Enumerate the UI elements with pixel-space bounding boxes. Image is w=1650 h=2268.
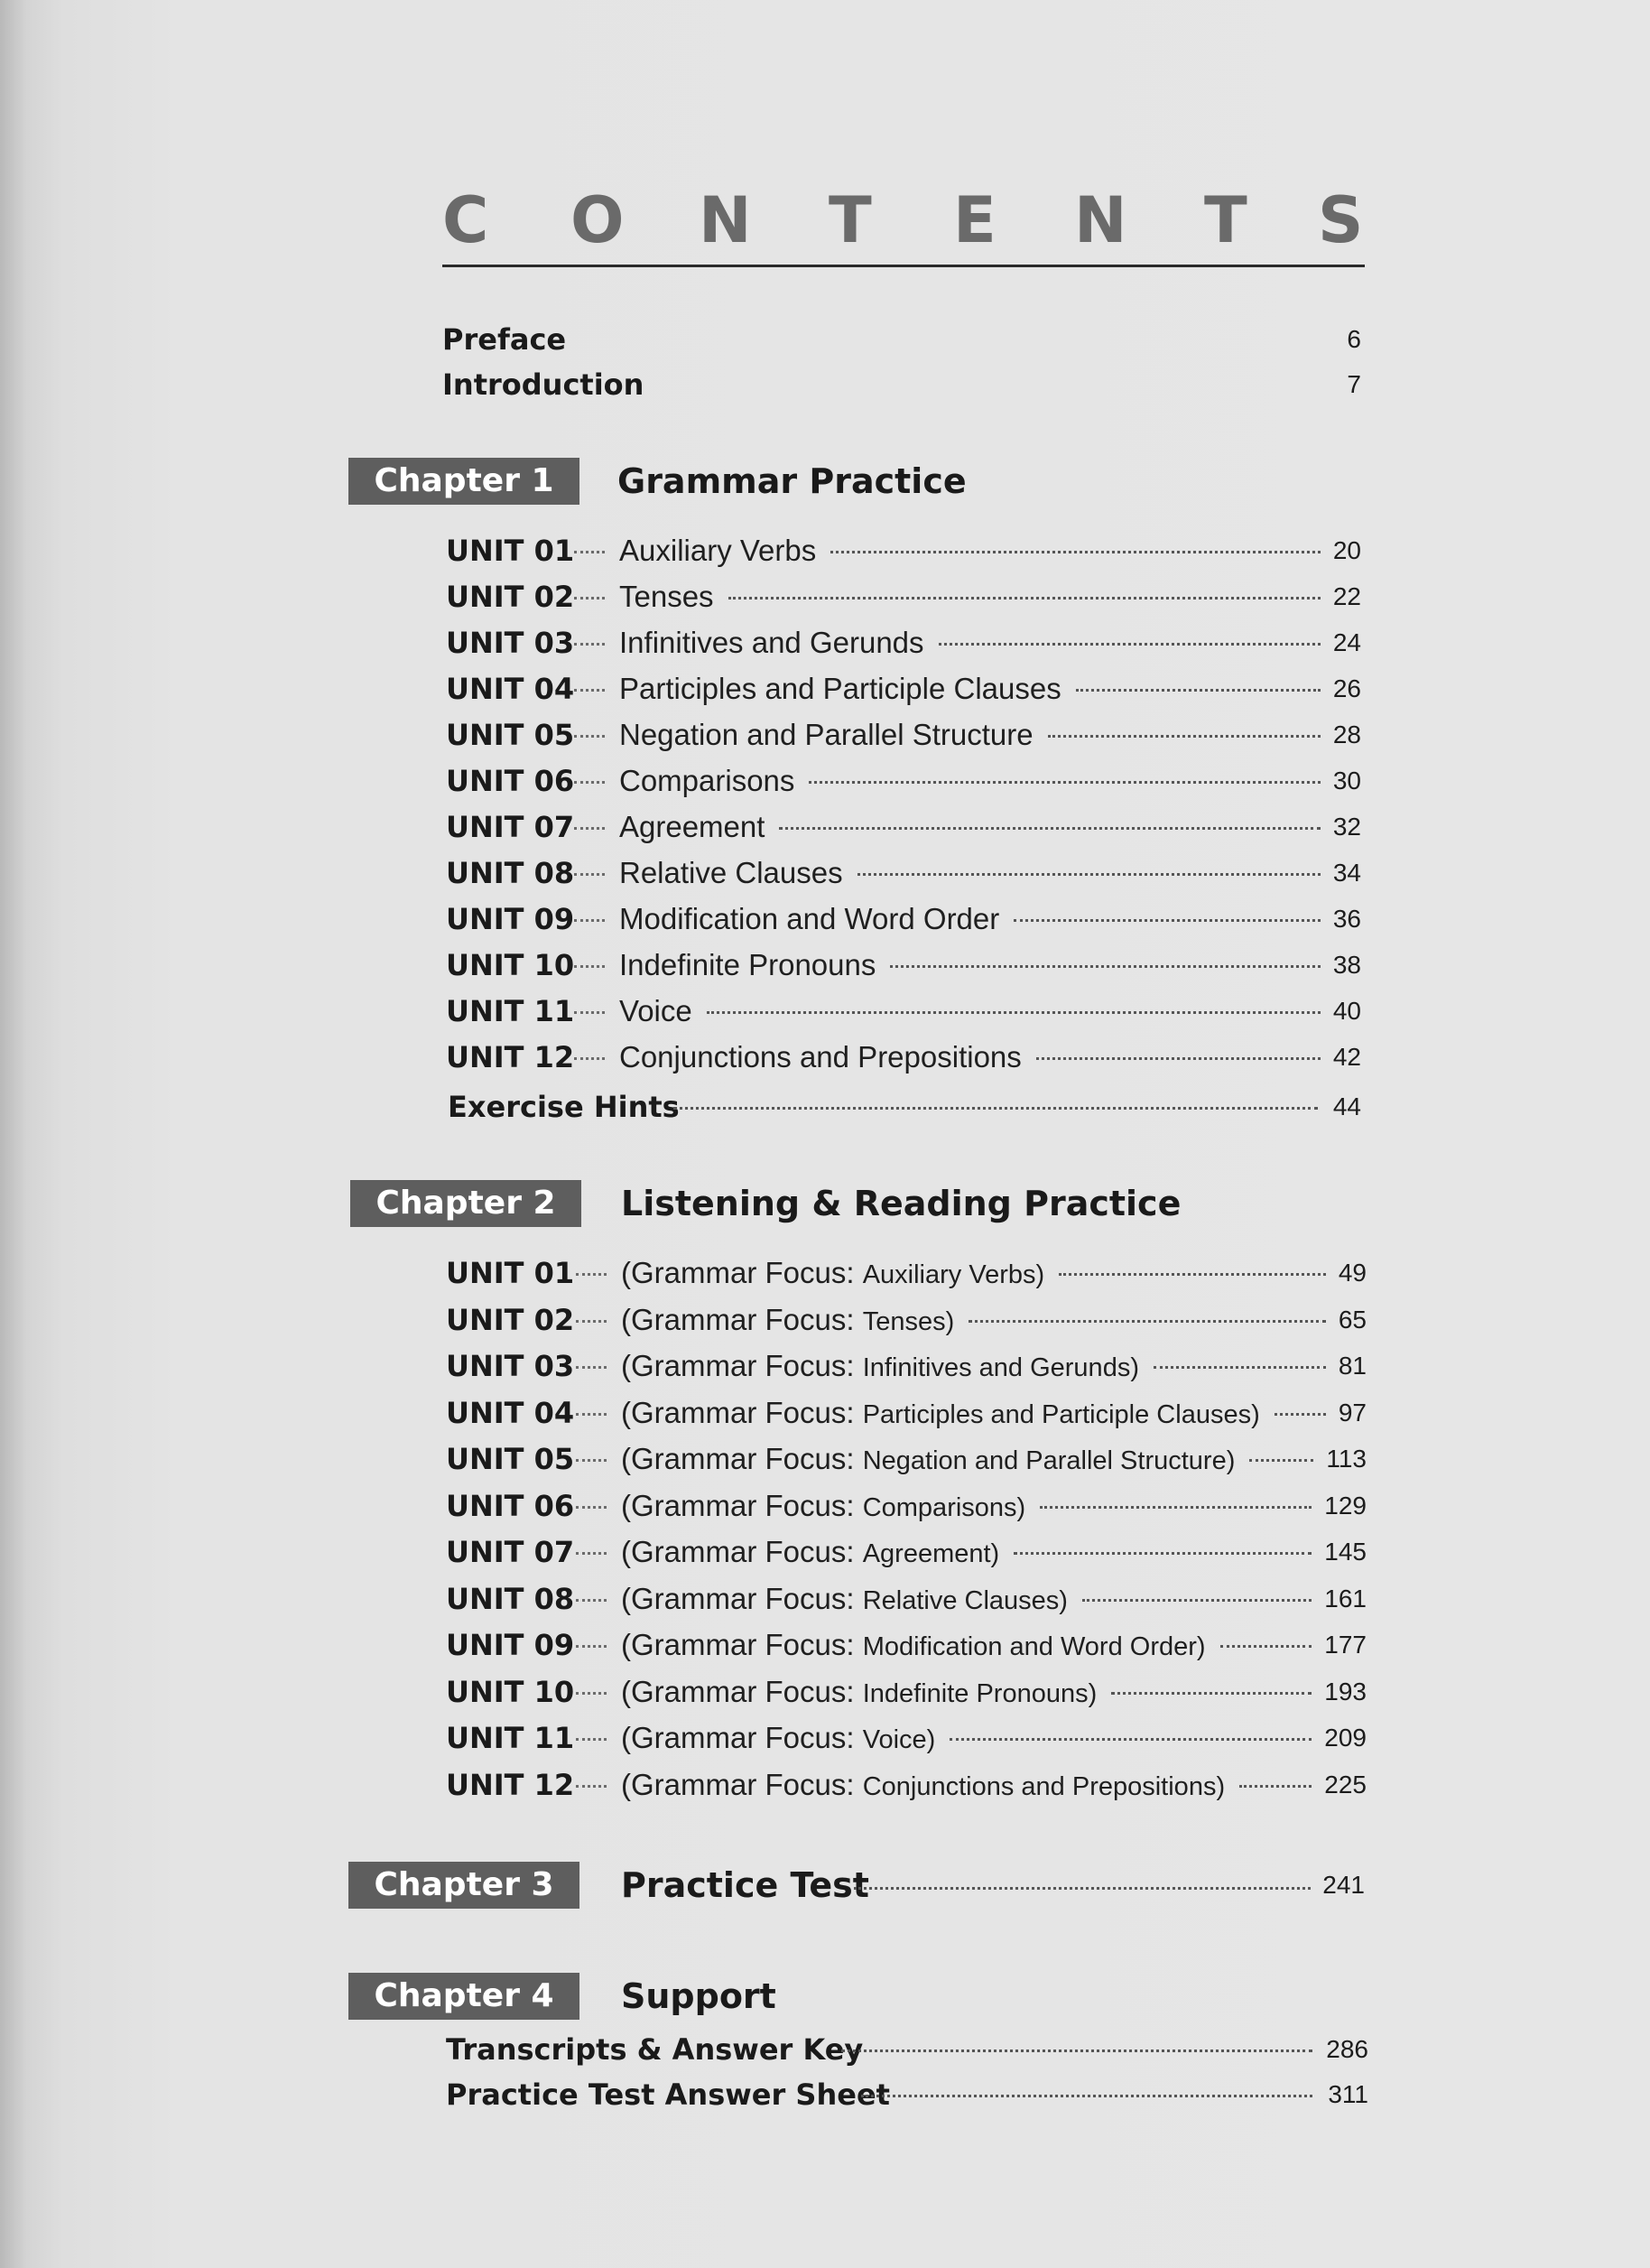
page-number: 145 [1324, 1538, 1367, 1566]
unit-separator [574, 643, 605, 646]
unit-title [621, 1257, 1044, 1291]
unit-label: UNIT 08 [446, 856, 575, 890]
dot-leader [728, 597, 1321, 600]
page-number: 20 [1332, 536, 1361, 564]
dot-leader [1014, 919, 1321, 922]
page-number: 225 [1324, 1771, 1367, 1799]
toc-entry-unit[interactable] [446, 1036, 1361, 1075]
page-number: 241 [1322, 1871, 1365, 1899]
toc-entry-unit[interactable] [446, 529, 1361, 569]
unit-separator [576, 1459, 607, 1462]
grammar-focus-topic: Auxiliary Verbs) [862, 1260, 1045, 1289]
unit-label: UNIT 03 [446, 626, 575, 660]
heading-letter: C [442, 183, 489, 257]
unit-label: UNIT 05 [446, 1442, 575, 1476]
unit-title: Indefinite Pronouns [619, 948, 876, 981]
dot-leader [1111, 1692, 1312, 1695]
toc-entry-preface[interactable] [442, 318, 1361, 358]
unit-label: UNIT 09 [446, 1628, 575, 1662]
grammar-focus-prefix: (Grammar Focus: [621, 1396, 855, 1429]
page-number: 49 [1338, 1259, 1367, 1287]
page-number: 22 [1332, 582, 1361, 610]
unit-title [621, 1536, 999, 1570]
grammar-focus-prefix: (Grammar Focus: [621, 1535, 855, 1568]
heading-letter: O [570, 183, 625, 257]
page-number: 81 [1338, 1352, 1367, 1380]
unit-title [621, 1676, 1097, 1710]
unit-separator [576, 1692, 607, 1695]
dot-leader [1154, 1366, 1326, 1369]
page-number: 32 [1332, 813, 1361, 841]
toc-entry-unit[interactable] [446, 1298, 1367, 1338]
toc-entry-unit[interactable] [446, 1670, 1367, 1710]
page-number: 286 [1326, 2035, 1368, 2063]
dot-leader [1014, 1552, 1312, 1555]
dot-leader [1076, 689, 1321, 692]
unit-label: UNIT 12 [446, 1768, 575, 1802]
chapter-label: Chapter 3 [348, 1862, 579, 1909]
grammar-focus-topic: Tenses) [862, 1307, 955, 1336]
chapter-label: Chapter 4 [348, 1973, 579, 2020]
unit-separator [574, 689, 605, 692]
grammar-focus-prefix: (Grammar Focus: [621, 1768, 855, 1801]
page-number: 129 [1324, 1492, 1367, 1520]
unit-label: UNIT 01 [446, 1256, 575, 1290]
toc-entry-introduction[interactable] [442, 363, 1361, 403]
unit-label: UNIT 07 [446, 1535, 575, 1569]
unit-title: Conjunctions and Prepositions [619, 1040, 1022, 1074]
dot-leader [1048, 735, 1321, 738]
heading-letter: E [953, 183, 996, 257]
unit-title [621, 1350, 1139, 1384]
grammar-focus-topic: Relative Clauses) [862, 1586, 1068, 1615]
unit-label: UNIT 11 [446, 994, 575, 1028]
toc-entry-unit[interactable] [446, 805, 1361, 845]
unit-separator [574, 551, 605, 553]
entry-label: Preface [442, 322, 567, 357]
dot-leader [1239, 1785, 1312, 1788]
unit-title [621, 1304, 954, 1338]
dot-leader [830, 551, 1321, 553]
heading-letter: T [1204, 183, 1247, 257]
toc-entry-unit[interactable] [446, 759, 1361, 799]
unit-label: UNIT 10 [446, 1675, 575, 1709]
grammar-focus-topic: Agreement) [862, 1539, 1000, 1568]
entry-label: Exercise Hints [448, 1090, 680, 1124]
unit-title: Relative Clauses [619, 856, 843, 889]
toc-entry-unit[interactable] [446, 1530, 1367, 1570]
entry-label: Practice Test Answer Sheet [446, 2077, 890, 2112]
toc-entry-unit[interactable] [446, 667, 1361, 707]
dot-leader [1059, 1273, 1326, 1276]
entry-label: Introduction [442, 367, 644, 402]
dot-leader [779, 827, 1321, 830]
unit-label: UNIT 04 [446, 672, 575, 706]
toc-entry-unit[interactable] [446, 1391, 1367, 1431]
unit-label: UNIT 10 [446, 948, 575, 982]
dot-leader [1220, 1645, 1312, 1648]
unit-label: UNIT 01 [446, 534, 575, 568]
grammar-focus-prefix: (Grammar Focus: [621, 1303, 855, 1336]
dot-leader [939, 643, 1321, 646]
unit-title: Voice [619, 994, 692, 1027]
unit-title: Negation and Parallel Structure [619, 718, 1034, 751]
heading-letter: T [829, 183, 872, 257]
dot-leader [950, 1738, 1312, 1741]
grammar-focus-topic: Indefinite Pronouns) [862, 1679, 1098, 1708]
page-number: 40 [1332, 997, 1361, 1025]
grammar-focus-topic: Voice) [862, 1725, 936, 1754]
unit-title [621, 1490, 1025, 1524]
dot-leader [890, 965, 1321, 968]
unit-label: UNIT 04 [446, 1396, 575, 1430]
unit-separator [576, 1320, 607, 1323]
toc-entry-unit[interactable] [446, 990, 1361, 1029]
dot-leader [1036, 1057, 1321, 1060]
grammar-focus-prefix: (Grammar Focus: [621, 1628, 855, 1661]
page-number: 65 [1338, 1306, 1367, 1334]
chapter-2-header[interactable] [350, 1180, 1363, 1227]
toc-entry-unit[interactable] [446, 851, 1361, 891]
page-number: 42 [1332, 1043, 1361, 1071]
dot-leader [1275, 1413, 1326, 1416]
grammar-focus-prefix: (Grammar Focus: [621, 1582, 855, 1615]
chapter-4-header[interactable] [348, 1973, 1365, 2020]
page-number: 311 [1328, 2080, 1368, 2108]
unit-label: UNIT 06 [446, 764, 575, 798]
grammar-focus-prefix: (Grammar Focus: [621, 1489, 855, 1522]
dot-leader [854, 1887, 1311, 1890]
grammar-focus-prefix: (Grammar Focus: [621, 1442, 855, 1475]
toc-entry-unit[interactable] [446, 1484, 1367, 1524]
unit-label: UNIT 02 [446, 580, 575, 614]
unit-separator [576, 1413, 607, 1416]
unit-label: UNIT 02 [446, 1303, 575, 1337]
page-number: 38 [1332, 951, 1361, 979]
unit-separator [574, 873, 605, 876]
chapter-title: Practice Test [621, 1865, 869, 1905]
grammar-focus-prefix: (Grammar Focus: [621, 1256, 855, 1289]
toc-entry-unit[interactable] [446, 575, 1361, 615]
grammar-focus-topic: Conjunctions and Prepositions) [862, 1772, 1226, 1801]
unit-title: Infinitives and Gerunds [619, 626, 924, 659]
page-number: 44 [1332, 1092, 1361, 1120]
toc-entry-exercise-hints[interactable] [448, 1085, 1361, 1125]
dot-leader [1082, 1599, 1312, 1602]
unit-label: UNIT 05 [446, 718, 575, 752]
grammar-focus-prefix: (Grammar Focus: [621, 1349, 855, 1382]
toc-entry-unit[interactable] [446, 897, 1361, 937]
unit-title: Tenses [619, 580, 714, 613]
unit-label: UNIT 07 [446, 810, 575, 844]
toc-entry-unit[interactable] [446, 621, 1361, 661]
page-number: 6 [1347, 325, 1361, 353]
unit-title [621, 1397, 1260, 1431]
chapter-title: Grammar Practice [617, 461, 967, 501]
unit-separator [574, 1057, 605, 1060]
unit-separator [574, 827, 605, 830]
toc-entry-unit[interactable] [446, 943, 1361, 983]
grammar-focus-prefix: (Grammar Focus: [621, 1675, 855, 1708]
unit-label: UNIT 09 [446, 902, 575, 936]
toc-entry-unit[interactable] [446, 713, 1361, 753]
page-number: 36 [1332, 905, 1361, 933]
dot-leader [809, 781, 1321, 784]
toc-entry-unit[interactable] [446, 1344, 1367, 1384]
unit-separator [574, 781, 605, 784]
unit-title [621, 1769, 1225, 1803]
unit-label: UNIT 06 [446, 1489, 575, 1523]
chapter-label: Chapter 2 [350, 1180, 581, 1227]
unit-separator [574, 597, 605, 600]
page-number: 26 [1332, 674, 1361, 702]
dot-leader [861, 2095, 1312, 2097]
page-number: 193 [1324, 1678, 1367, 1706]
dot-leader [1040, 1506, 1312, 1509]
unit-separator [576, 1366, 607, 1369]
unit-label: UNIT 08 [446, 1582, 575, 1616]
grammar-focus-prefix: (Grammar Focus: [621, 1721, 855, 1754]
chapter-label: Chapter 1 [348, 458, 579, 505]
dot-leader [841, 2050, 1312, 2052]
unit-separator [576, 1552, 607, 1555]
unit-separator [574, 1011, 605, 1014]
grammar-focus-topic: Comparisons) [862, 1493, 1026, 1522]
grammar-focus-topic: Infinitives and Gerunds) [862, 1353, 1139, 1382]
dot-leader [969, 1320, 1326, 1323]
unit-separator [576, 1738, 607, 1741]
heading-letter: N [1074, 183, 1127, 257]
unit-label: UNIT 03 [446, 1349, 575, 1383]
unit-title [621, 1722, 935, 1756]
dot-leader [707, 1011, 1321, 1014]
unit-title [621, 1629, 1206, 1663]
toc-entry-unit[interactable] [446, 1763, 1367, 1803]
grammar-focus-topic: Negation and Parallel Structure) [862, 1446, 1236, 1475]
page-number: 28 [1332, 720, 1361, 748]
grammar-focus-topic: Participles and Participle Clauses) [862, 1400, 1260, 1429]
toc-entry-unit[interactable] [446, 1577, 1367, 1617]
toc-entry-unit[interactable] [446, 1623, 1367, 1663]
page-number: 24 [1332, 628, 1361, 656]
unit-title: Auxiliary Verbs [619, 534, 817, 567]
unit-label: UNIT 11 [446, 1721, 575, 1755]
entry-label: Transcripts & Answer Key [446, 2032, 864, 2067]
page-number: 97 [1338, 1399, 1367, 1427]
unit-title [621, 1443, 1235, 1477]
heading-letter: N [699, 183, 752, 257]
unit-separator [576, 1273, 607, 1276]
page-number: 34 [1332, 859, 1361, 887]
heading-letter: S [1318, 183, 1364, 257]
unit-separator [576, 1506, 607, 1509]
unit-separator [576, 1785, 607, 1788]
dot-leader [857, 873, 1321, 876]
chapter-1-header[interactable] [348, 458, 1363, 505]
unit-title: Participles and Participle Clauses [619, 672, 1061, 705]
unit-title: Modification and Word Order [619, 902, 1000, 935]
page-number: 7 [1347, 370, 1361, 398]
chapter-title: Listening & Reading Practice [621, 1184, 1182, 1223]
dot-leader [673, 1107, 1318, 1110]
dot-leader [1249, 1459, 1313, 1462]
grammar-focus-topic: Modification and Word Order) [862, 1632, 1206, 1661]
page-number: 161 [1324, 1585, 1367, 1613]
toc-entry-answer-sheet[interactable] [446, 2073, 1368, 2113]
chapter-3-header[interactable] [348, 1862, 1365, 1909]
unit-separator [576, 1599, 607, 1602]
page-number: 209 [1324, 1724, 1367, 1752]
toc-entry-unit[interactable] [446, 1251, 1367, 1291]
unit-label: UNIT 12 [446, 1040, 575, 1074]
page-number: 30 [1332, 767, 1361, 795]
page-number: 113 [1326, 1445, 1367, 1473]
toc-entry-unit[interactable] [446, 1716, 1367, 1756]
toc-entry-transcripts[interactable] [446, 2028, 1368, 2068]
unit-separator [576, 1645, 607, 1648]
page-number: 177 [1324, 1631, 1367, 1659]
toc-entry-unit[interactable] [446, 1437, 1367, 1477]
unit-separator [574, 919, 605, 922]
unit-title: Agreement [619, 810, 765, 843]
unit-separator [574, 735, 605, 738]
unit-title [621, 1583, 1068, 1617]
contents-heading [442, 185, 1365, 267]
unit-title: Comparisons [619, 764, 795, 797]
unit-separator [574, 965, 605, 968]
chapter-title: Support [621, 1976, 776, 2016]
